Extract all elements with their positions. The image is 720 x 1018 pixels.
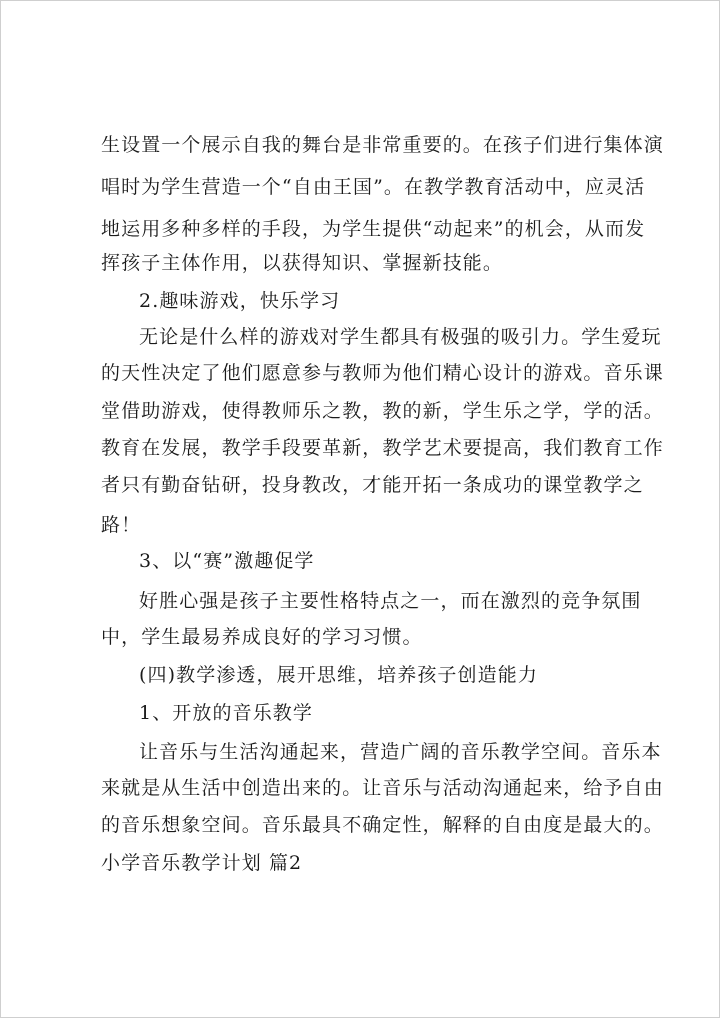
paragraph-line: 来就是从生活中创造出来的。让音乐与活动沟通起来，给予自由 xyxy=(101,777,664,799)
paragraph-line: 的天性决定了他们愿意参与教师为他们精心设计的游戏。音乐课 xyxy=(101,362,664,384)
paragraph-line: 堂借助游戏，使得教师乐之教，教的新，学生乐之学，学的活。 xyxy=(101,400,664,422)
section-heading: 3、以“赛”激趣促学 xyxy=(139,550,315,572)
paragraph-line: 挥孩子主体作用，以获得知识、掌握新技能。 xyxy=(101,252,504,274)
paragraph-line: 的音乐想象空间。音乐最具不确定性，解释的自由度是最大的。 xyxy=(101,814,664,836)
paragraph-line: 中，学生最易养成良好的学习习惯。 xyxy=(101,626,423,648)
paragraph-line: 者只有勤奋钻研，投身教改，才能开拓一条成功的课堂教学之 xyxy=(101,474,644,496)
paragraph-line: 路！ xyxy=(101,514,142,536)
paragraph-line: 教育在发展，教学手段要革新，教学艺术要提高，我们教育工作 xyxy=(101,437,664,459)
paragraph-line: 让音乐与生活沟通起来，营造广阔的音乐教学空间。音乐本 xyxy=(139,741,662,763)
paragraph-line: 无论是什么样的游戏对学生都具有极强的吸引力。学生爱玩 xyxy=(139,326,662,348)
section-heading: 2.趣味游戏，快乐学习 xyxy=(139,290,341,312)
paragraph-line: 唱时为学生营造一个“自由王国”。在教学教育活动中，应灵活 xyxy=(101,176,646,198)
section-heading: (四)教学渗透，展开思维，培养孩子创造能力 xyxy=(139,664,538,686)
section-heading: 1、开放的音乐教学 xyxy=(139,702,313,724)
paragraph-line: 地运用多种多样的手段，为学生提供“动起来”的机会，从而发 xyxy=(101,218,646,240)
paragraph-line: 好胜心强是孩子主要性格特点之一，而在激烈的竞争氛围 xyxy=(139,590,642,612)
paragraph-line: 生设置一个展示自我的舞台是非常重要的。在孩子们进行集体演 xyxy=(101,134,664,156)
document-subtitle: 小学音乐教学计划 篇2 xyxy=(101,852,303,874)
